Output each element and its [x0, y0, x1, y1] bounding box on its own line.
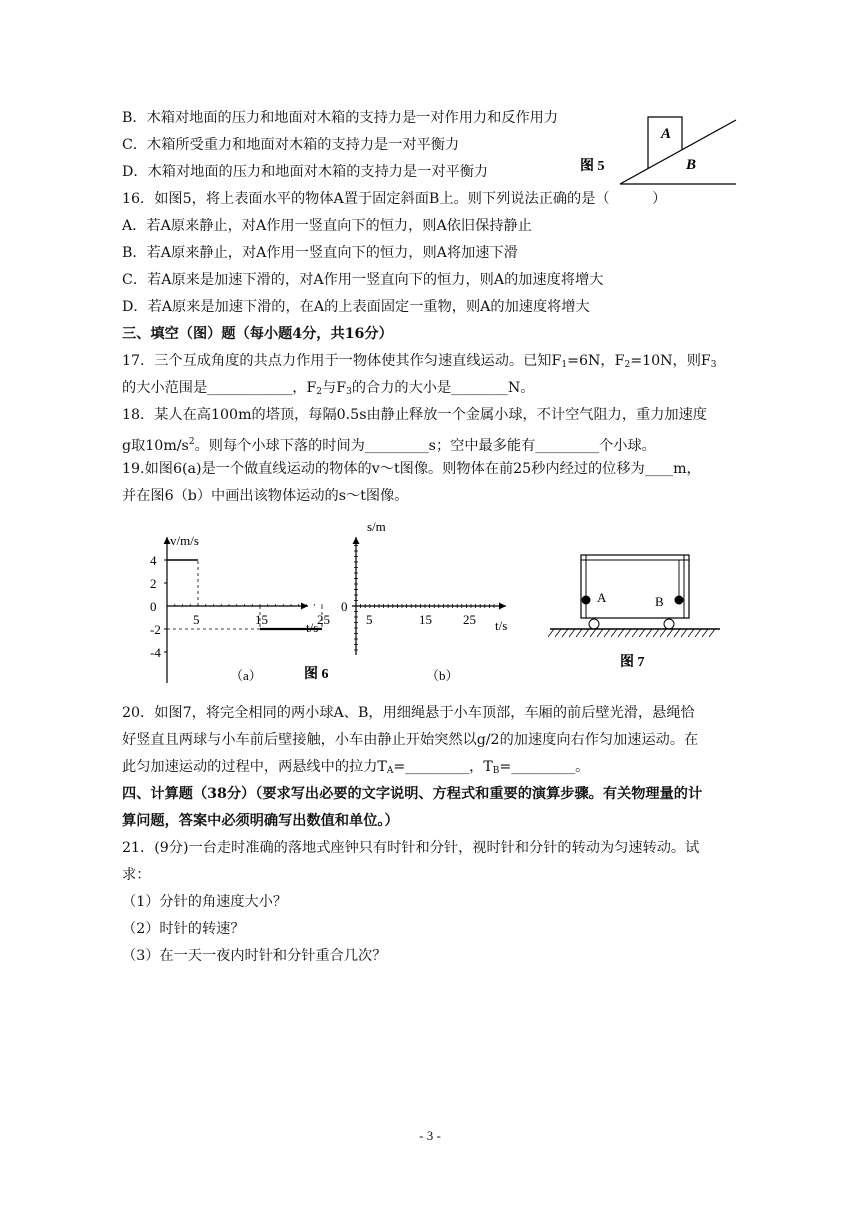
question-18-line2: g取$10m/s^2$。则每个小球下落的时间为_________s；空中最多能有_________个小球。 — [122, 437, 656, 454]
question-17-line1: 17．三个互成角度的共点力作用于一物体使其作匀速直线运动。已知$F_1=6N$，$F_2=10N$，则$F_3$ — [122, 353, 717, 370]
incline-b-label: B — [686, 157, 697, 173]
page-number: - 3 - — [419, 1128, 441, 1143]
figure-5-caption: 图 5 — [580, 159, 605, 174]
wheel-left — [589, 619, 599, 629]
block-a — [648, 117, 682, 169]
section-4-heading: 四、计算题（38分）（要求写出必要的文字说明、方程式和重要的演算步骤。有关物理量的计 — [122, 786, 703, 802]
vt-xlabel: t/s — [306, 620, 319, 635]
question-20-line1: 20．如图7，将完全相同的两小球A、B，用细绳悬于小车顶部，车厢的前后壁光滑，悬绳恰 — [122, 705, 695, 721]
ball-b-label: B — [655, 594, 664, 609]
question-19-line2: 并在图6（b）中画出该物体运动的s～t图像。 — [122, 488, 409, 504]
section-3-heading: 三、填空（图）题（每小题4分，共16分） — [122, 326, 393, 342]
question-18-line1: 18．某人在高100m的塔顶，每隔0.5s由静止释放一个金属小球，不计空气阻力，重力加速度 — [122, 407, 707, 423]
question-19-line1: 19.如图6(a)是一个做直线运动的物体的v～t图像。则物体在前25秒内经过的位移为____m， — [122, 461, 701, 477]
question-21: 21．(9分)一台走时准确的落地式座钟只有时针和分针，视时针和分针的转动为匀速转动。试 — [122, 840, 700, 856]
vt-ylabel: v/m/s — [170, 533, 199, 548]
vt-ytick-label: 4 — [150, 553, 157, 568]
vt-ytick-label: -2 — [150, 622, 161, 637]
figure-7-caption: 图 7 — [620, 655, 645, 670]
block-a-label: A — [661, 126, 672, 142]
incline-slope — [620, 120, 736, 184]
option-d-15: D．木箱对地面的压力和地面对木箱的支持力是一对平衡力 — [122, 164, 489, 180]
st-ylabel: s/m — [367, 519, 386, 534]
st-xlabel: t/s — [495, 618, 508, 633]
vt-graph — [150, 533, 330, 683]
question-21-cont: 求： — [122, 867, 151, 883]
question-20-line3: 此匀加速运动的过程中，两悬线中的拉力$T_A=\_\_\_\_\_\_\_\_\_$，$T_B=\_\_\_\_\_\_\_\_\_$。 — [122, 759, 590, 776]
vt-ytick-label: -4 — [150, 645, 161, 660]
ground-hatching — [548, 629, 715, 637]
section-4-note: 算问题，答案中必须明确写出数值和单位。） — [122, 813, 399, 829]
st-xtick-label: 5 — [366, 612, 373, 627]
question-16: 16．如图5，将上表面水平的物体A置于固定斜面B上。则下列说法正确的是（ ） — [122, 191, 667, 207]
question-21-part3: （3）在一天一夜内时针和分针重合几次？ — [122, 948, 387, 964]
vt-xtick-label: 25 — [317, 612, 330, 627]
option-a-16: A．若A原来静止，对A作用一竖直向下的恒力，则A依旧保持静止 — [122, 218, 532, 234]
option-c-16: C．若A原来是加速下滑的，对A作用一竖直向下的恒力，则A的加速度将增大 — [122, 272, 604, 288]
vt-ytick-label: 2 — [150, 576, 157, 591]
question-21-part1: （1）分针的角速度大小？ — [122, 894, 288, 910]
figure-7 — [548, 548, 724, 674]
vt-xtick-label: 15 — [255, 612, 268, 627]
st-xtick-label: 25 — [463, 612, 476, 627]
question-21-part2: （2）时针的转速？ — [122, 921, 245, 937]
vt-sublabel: （a） — [230, 668, 262, 683]
st-ytick-label: 0 — [341, 599, 348, 614]
option-c-15: C．木箱所受重力和地面对木箱的支持力是一对平衡力 — [122, 137, 460, 153]
option-b-16: B．若A原来静止，对A作用一竖直向下的恒力，则A将加速下滑 — [122, 245, 518, 261]
question-20-line2: 好竖直且两球与小车前后壁接触，小车由静止开始突然以g/2的加速度向右作匀加速运动。在 — [122, 732, 699, 748]
wheel-right — [664, 619, 674, 629]
st-xtick-label: 15 — [419, 612, 432, 627]
vt-ytick-label: 0 — [150, 599, 157, 614]
question-17-line2: 的大小范围是____________，$F_2$与$F_3$的合力的大小是________N。 — [122, 380, 535, 397]
ball-a — [582, 596, 591, 605]
figure-6-caption: 图 6 — [304, 667, 329, 682]
figure-5 — [576, 112, 740, 188]
option-b-15: B．木箱对地面的压力和地面对木箱的支持力是一对作用力和反作用力 — [122, 110, 559, 126]
cart-body — [581, 555, 689, 618]
st-graph — [341, 519, 507, 683]
vt-xtick-label: 5 — [193, 612, 200, 627]
figure-6 — [130, 515, 530, 687]
ball-b — [675, 596, 684, 605]
st-sublabel: （b） — [426, 668, 459, 683]
ball-a-label: A — [597, 590, 607, 605]
option-d-16: D．若A原来是加速下滑的，在A的上表面固定一重物，则A的加速度将增大 — [122, 299, 590, 315]
